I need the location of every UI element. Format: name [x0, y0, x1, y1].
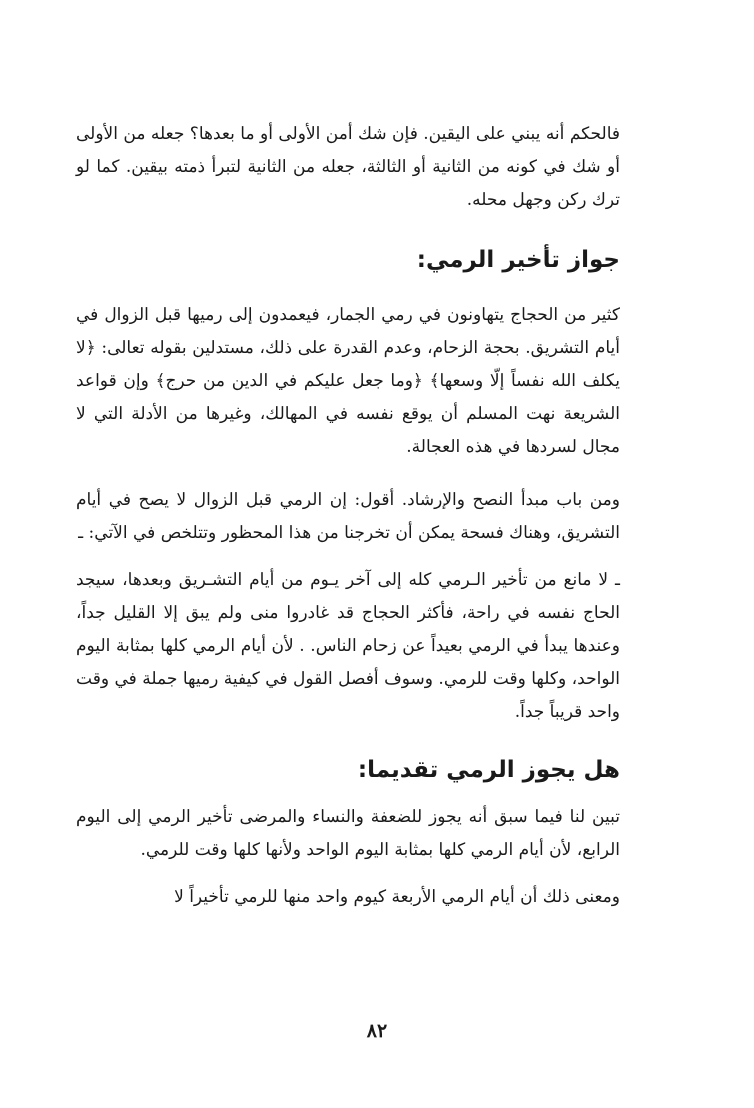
paragraph-pilgrims-neglect: كثير من الحجاج يتهاونون في رمي الجمار، فيعمدون إلى رميها قبل الزوال في أيام التشريق. بحجة الزحام، وعدم القدرة على ذلك، مستدلين بقوله تعالى: ﴿لا يكلف الله نفساً إلّا وسعها﴾ ﴿وما جعل عليكم في الدين من حرج﴾ وإن قواعد الشريعة نهت المسلم أن يوقع نفسه في المهالك، وغيرها من الأدلة التي لا مجال لسردها في هذه العجالة. [76, 305, 620, 457]
heading-delaying-stoning: جواز تأخير الرمي: [416, 247, 620, 273]
paragraph-ruling-certainty: فالحكم أنه يبني على اليقين. فإن شك أمن الأولى أو ما بعدها؟ جعله من الأولى أو شك في كونه من الثانية أو الثالثة، جعله من الثانية لتبرأ ذمته بيقين. كما لو ترك ركن وجهل محله. [76, 124, 620, 210]
paragraph-permitted-for-weak: تبين لنا فيما سبق أنه يجوز للضعفة والنساء والمرضى تأخير الرمي إلى اليوم الرابع، لأن أيام الرمي كلها بمثابة اليوم الواحد ولأنها كلها وقت للرمي. [76, 807, 620, 860]
paragraph-advice: ومن باب مبدأ النصح والإرشاد. أقول: إن الرمي قبل الزوال لا يصح في أيام التشريق، وهناك فسحة يمكن أن تخرجنا من هذا المحظور وتتلخص في الآتي: ـ [76, 490, 620, 543]
heading-stoning-in-advance: هل يجوز الرمي تقديما: [357, 757, 620, 783]
paragraph-no-objection-delay: ـ لا مانع من تأخير الـرمي كله إلى آخر يـوم من أيام التشـريق وبعدها، سيجد الحاج نفسه في راحة، فأكثر الحجاج قد غادروا منى ولم يبق إلا القليل جداً، وعندها يبدأ في الرمي بعيداً عن زحام الناس. . لأن أيام الرمي كلها بمثابة اليوم الواحد، وكلها وقت للرمي. وسوف أفصل القول في كيفية رميها جملة في وقت واحد قريباً جداً. [76, 570, 620, 722]
paragraph-four-days-one: ومعنى ذلك أن أيام الرمي الأربعة كيوم واحد منها للرمي تأخيراً لا [174, 887, 620, 907]
page-body [76, 118, 620, 914]
page-number: ٨٢ [366, 1020, 388, 1042]
